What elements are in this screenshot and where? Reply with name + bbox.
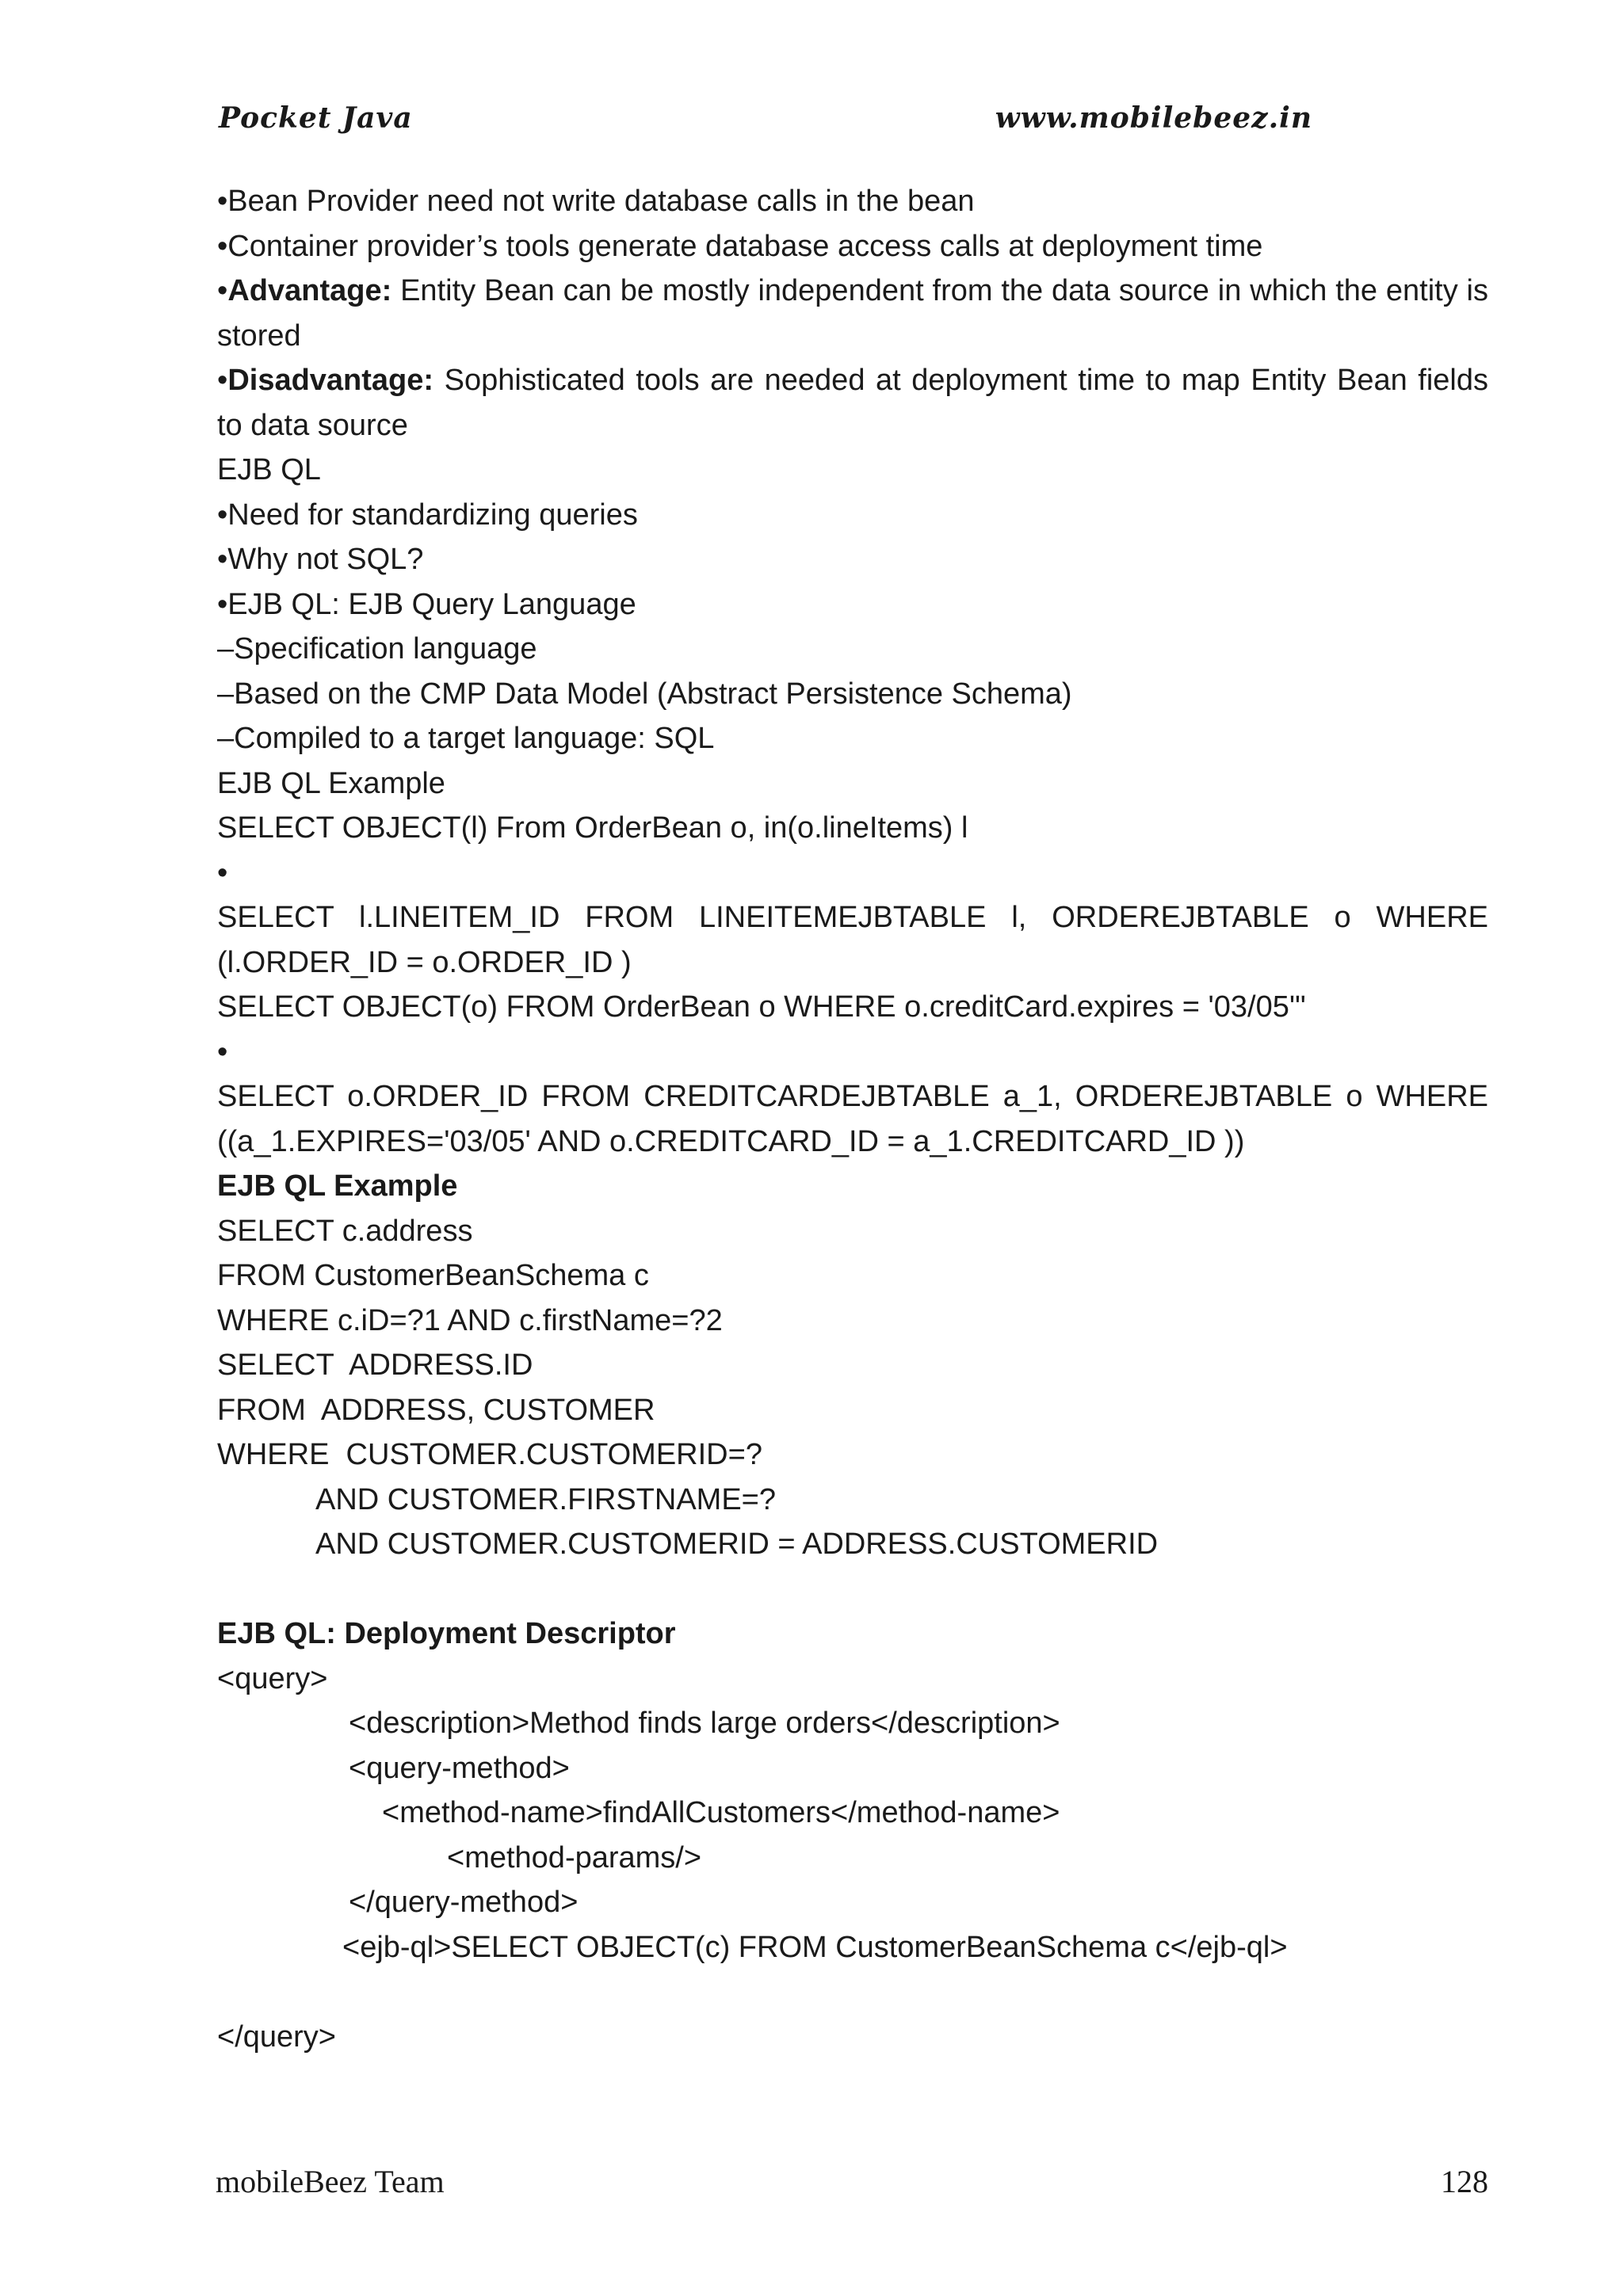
bullet-line: •: [217, 856, 228, 890]
code-line: AND CUSTOMER.FIRSTNAME=?: [315, 1482, 776, 1516]
code-line: <ejb-ql>SELECT OBJECT(c) FROM CustomerBeanSchema c</ejb-ql>: [342, 1930, 1288, 1964]
blank-line: [217, 1970, 1488, 2015]
header-title: Pocket Java: [219, 101, 413, 135]
text-line: EJB QL: [217, 453, 321, 486]
code-line: SELECT c.address: [217, 1214, 473, 1248]
sql-paragraph: SELECT l.LINEITEM_ID FROM LINEITEMEJBTABLE l, ORDEREJBTABLE o WHERE (l.ORDER_ID = o.ORDER_ID ): [217, 901, 1488, 979]
blank-line: [217, 1567, 1488, 1612]
footer-author: mobileBeez Team: [216, 2164, 445, 2199]
disadvantage-text: Sophisticated tools are needed at deployment time to map Entity Bean fields to data source: [217, 364, 1488, 442]
advantage-paragraph: [217, 269, 1488, 358]
code-line: </query>: [217, 2019, 336, 2054]
bullet-line: •: [217, 1035, 228, 1069]
bullet: •: [217, 364, 228, 397]
page-body: [217, 179, 1488, 2059]
page-header: [216, 101, 1407, 149]
advantage-label: Advantage:: [227, 274, 392, 307]
header-website: www.mobilebeez.in: [995, 101, 1312, 135]
bullet: •: [217, 274, 228, 307]
text-line: •Why not SQL?: [217, 543, 424, 576]
code-line: FROM ADDRESS, CUSTOMER: [217, 1393, 655, 1427]
code-line: <query>: [217, 1661, 328, 1695]
text-line: –Compiled to a target language: SQL: [217, 722, 715, 755]
text-line: –Specification language: [217, 632, 537, 666]
code-line: WHERE c.iD=?1 AND c.firstName=?2: [217, 1303, 723, 1337]
text-line: •Container provider’s tools generate database access calls at deployment time: [217, 229, 1263, 263]
disadvantage-label: Disadvantage:: [227, 364, 434, 397]
page-number: 128: [1441, 2164, 1488, 2199]
advantage-text: Entity Bean can be mostly independent from the data source in which the entity is stored: [217, 274, 1488, 353]
code-line: AND CUSTOMER.CUSTOMERID = ADDRESS.CUSTOMERID: [315, 1527, 1159, 1561]
disadvantage-paragraph: [217, 358, 1488, 448]
code-line: <description>Method finds large orders</description>: [349, 1707, 1060, 1740]
text-line: •Bean Provider need not write database calls in the bean: [217, 185, 975, 218]
text-line: –Based on the CMP Data Model (Abstract Persistence Schema): [217, 677, 1072, 711]
code-line: FROM CustomerBeanSchema c: [217, 1259, 649, 1292]
text-line: EJB QL Example: [217, 766, 445, 800]
code-line: <method-name>findAllCustomers</method-name>: [382, 1796, 1060, 1829]
code-line: <method-params/>: [447, 1840, 702, 1875]
code-line: </query-method>: [349, 1886, 579, 1919]
text-line: SELECT OBJECT(l) From OrderBean o, in(o.lineItems) l: [217, 811, 968, 845]
text-line: •EJB QL: EJB Query Language: [217, 587, 636, 621]
text-line: SELECT OBJECT(o) FROM OrderBean o WHERE o.creditCard.expires = '03/05'": [217, 990, 1306, 1024]
code-line: <query-method>: [349, 1751, 570, 1785]
sql-paragraph: SELECT o.ORDER_ID FROM CREDITCARDEJBTABLE a_1, ORDEREJBTABLE o WHERE ((a_1.EXPIRES='03/05' AND o.CREDITCARD_ID = a_1.CREDITCARD_ID )): [217, 1080, 1488, 1158]
section-heading: EJB QL: Deployment Descriptor: [217, 1617, 676, 1650]
section-heading: EJB QL Example: [217, 1169, 458, 1203]
code-line: SELECT ADDRESS.ID: [217, 1348, 533, 1382]
text-line: •Need for standardizing queries: [217, 498, 638, 532]
code-line: WHERE CUSTOMER.CUSTOMERID=?: [217, 1438, 762, 1471]
